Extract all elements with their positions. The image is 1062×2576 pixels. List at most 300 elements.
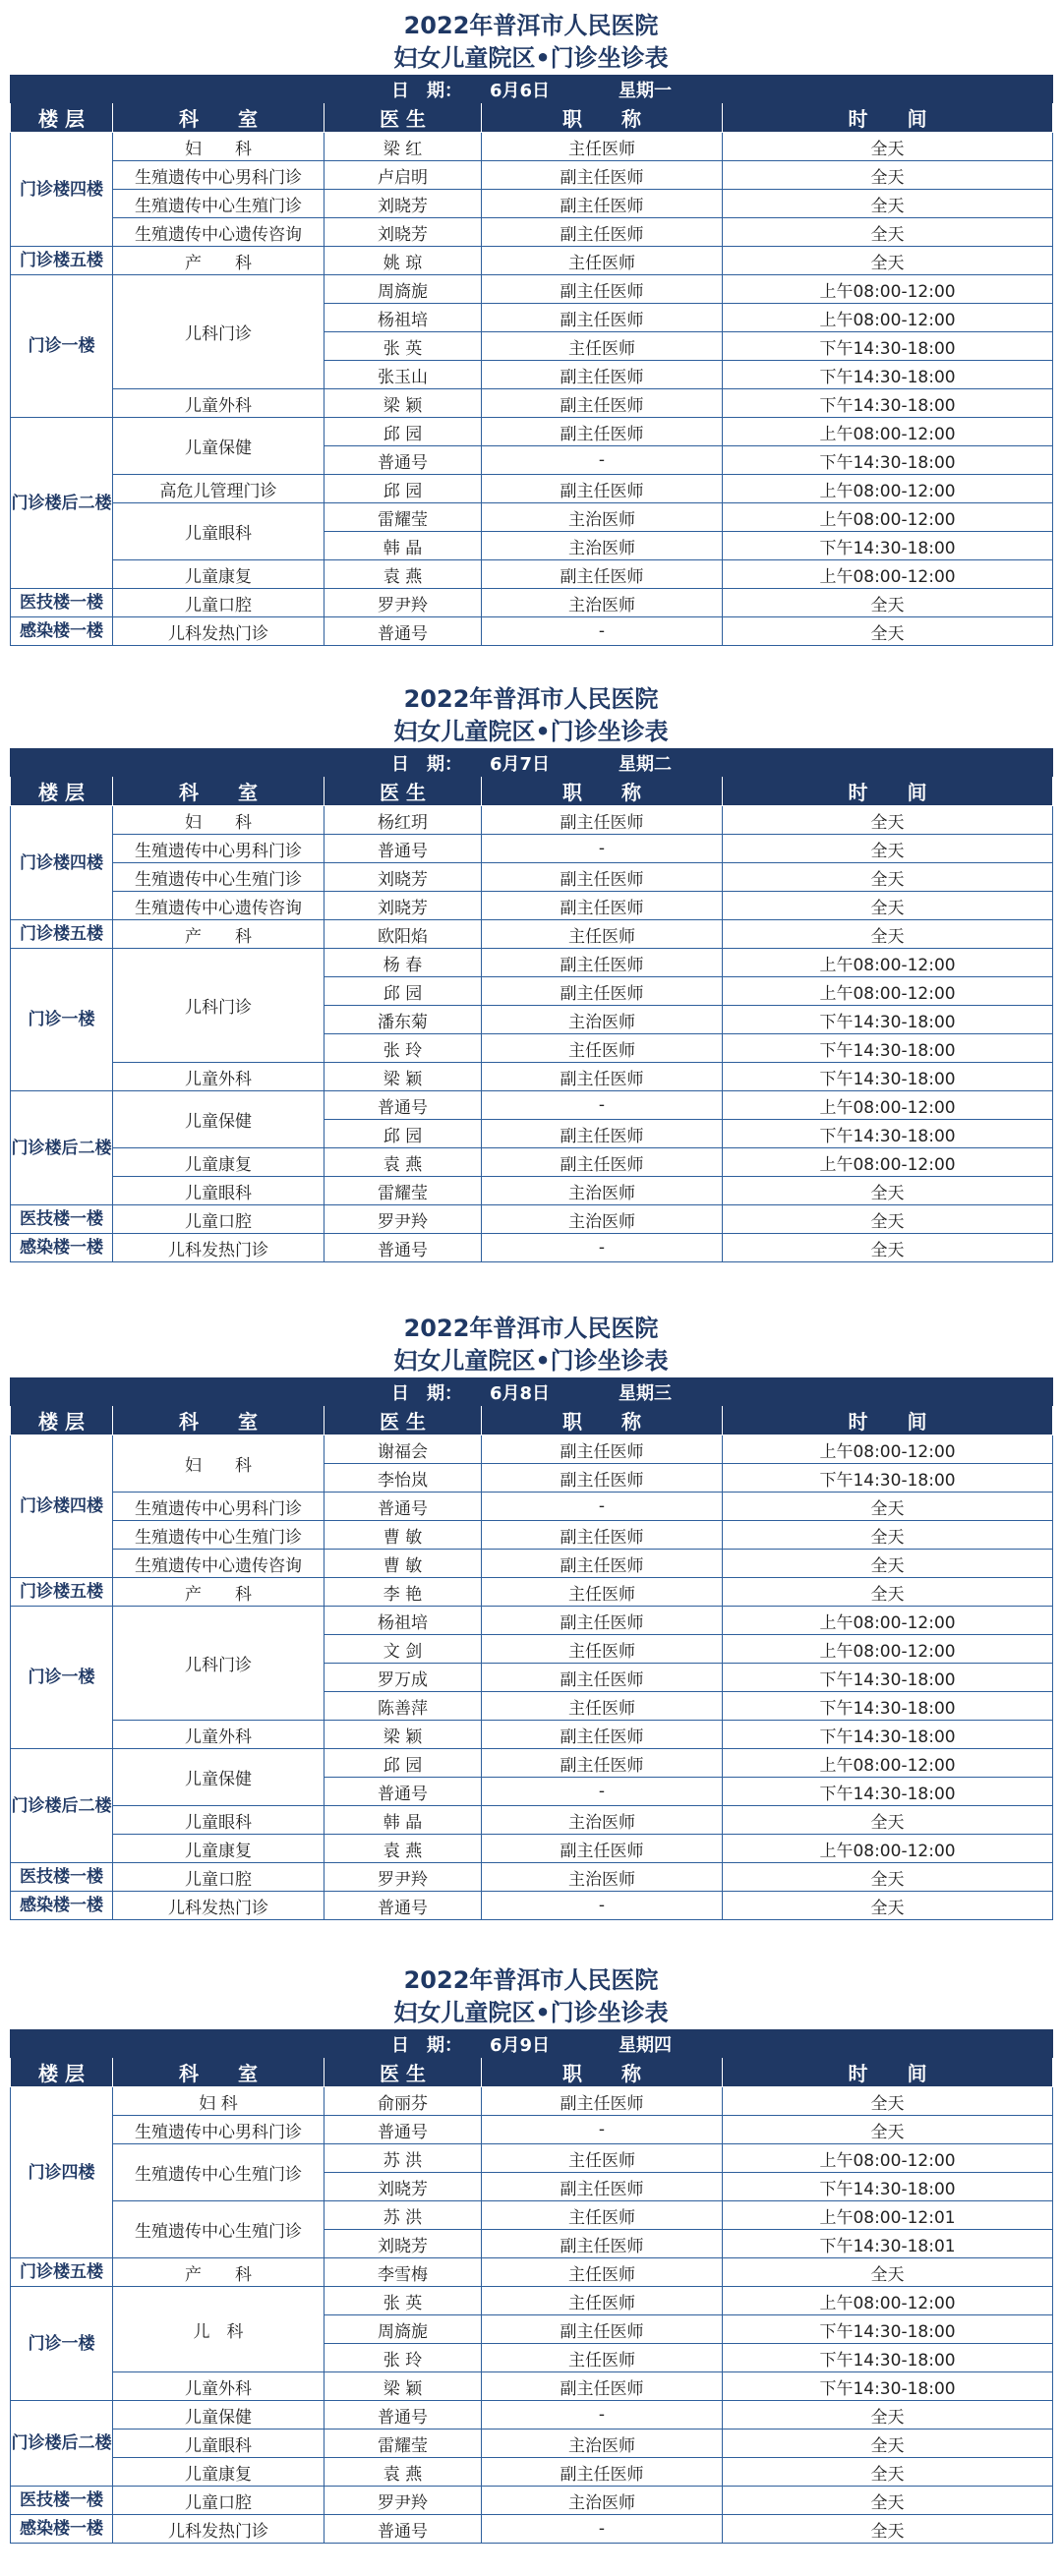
title-cell: 副主任医师: [482, 1120, 723, 1148]
dept-cell: 儿科发热门诊: [113, 1234, 324, 1262]
floor-cell: 门诊一楼: [11, 275, 113, 418]
title-cell: 主治医师: [482, 503, 723, 532]
doctor-cell: 杨祖培: [324, 1607, 482, 1635]
date-row: [11, 749, 1053, 777]
table-row: [11, 2144, 1053, 2173]
dept-cell: 儿科发热门诊: [113, 2515, 324, 2544]
title-cell: 副主任医师: [482, 1435, 723, 1464]
doctor-cell: 普通号: [324, 446, 482, 475]
header-doctor: 医 生: [324, 2058, 482, 2087]
dept-cell: 生殖遗传中心遗传咨询: [113, 218, 324, 247]
doctor-cell: 普通号: [324, 1091, 482, 1120]
time-cell: 全天: [723, 218, 1053, 247]
floor-cell: 门诊楼后二楼: [11, 1749, 113, 1863]
table-row: [11, 190, 1053, 218]
doctor-cell: 袁 燕: [324, 2458, 482, 2487]
title-cell: 主任医师: [482, 1635, 723, 1664]
time-cell: 全天: [723, 835, 1053, 863]
dept-cell: 儿童保健: [113, 1749, 324, 1806]
doctor-cell: 普通号: [324, 1234, 482, 1262]
floor-cell: 医技楼一楼: [11, 2487, 113, 2515]
table-row: [11, 1806, 1053, 1835]
table-row: [11, 161, 1053, 190]
dept-cell: 儿童康复: [113, 1835, 324, 1863]
table-row: [11, 863, 1053, 892]
date-row: [11, 2030, 1053, 2058]
title-cell: -: [482, 446, 723, 475]
table-row: [11, 1493, 1053, 1521]
table-row: [11, 2487, 1053, 2515]
time-cell: 全天: [723, 892, 1053, 920]
header-dept: 科 室: [113, 1406, 324, 1435]
dept-cell: 儿童保健: [113, 2401, 324, 2430]
time-cell: 下午14:30-18:00: [723, 2372, 1053, 2401]
doctor-cell: 李怡岚: [324, 1464, 482, 1493]
time-cell: 上午08:00-12:00: [723, 475, 1053, 503]
table-row: [11, 2372, 1053, 2401]
schedule-subtitle: 妇女儿童院区•门诊坐诊表: [393, 44, 669, 72]
doctor-cell: 梁 颖: [324, 389, 482, 418]
table-row: [11, 2287, 1053, 2315]
time-cell: 上午08:00-12:00: [723, 418, 1053, 446]
dept-cell: 生殖遗传中心生殖门诊: [113, 1521, 324, 1550]
floor-cell: 门诊楼五楼: [11, 920, 113, 949]
table-row: [11, 218, 1053, 247]
header-floor: 楼 层: [11, 2058, 113, 2087]
title-cell: 副主任医师: [482, 1063, 723, 1091]
doctor-cell: 袁 燕: [324, 1835, 482, 1863]
dept-cell: 生殖遗传中心生殖门诊: [113, 2144, 324, 2201]
time-cell: 上午08:00-12:00: [723, 1148, 1053, 1177]
dept-cell: 产 科: [113, 2258, 324, 2287]
table-row: [11, 835, 1053, 863]
title-cell: 主治医师: [482, 532, 723, 560]
header-time: 时 间: [723, 2058, 1053, 2087]
time-cell: 下午14:30-18:00: [723, 389, 1053, 418]
dept-cell: 儿童康复: [113, 1148, 324, 1177]
doctor-cell: 普通号: [324, 1892, 482, 1920]
weekday: 星期一: [619, 80, 673, 101]
table-row: [11, 1892, 1053, 1920]
dept-cell: 儿童保健: [113, 418, 324, 475]
title-cell: -: [482, 2116, 723, 2144]
table-row: [11, 2116, 1053, 2144]
floor-cell: 门诊四楼: [11, 2087, 113, 2258]
doctor-cell: 周旖旎: [324, 275, 482, 304]
header-row: [11, 1406, 1053, 1435]
time-cell: 全天: [723, 247, 1053, 275]
time-cell: 下午14:30-18:00: [723, 2344, 1053, 2372]
doctor-cell: 刘晓芳: [324, 2230, 482, 2258]
time-cell: 上午08:00-12:00: [723, 1635, 1053, 1664]
floor-cell: 感染楼一楼: [11, 1892, 113, 1920]
title-cell: -: [482, 1234, 723, 1262]
header-floor: 楼 层: [11, 1406, 113, 1435]
time-cell: 全天: [723, 2487, 1053, 2515]
title-cell: 副主任医师: [482, 2458, 723, 2487]
header-row: [11, 103, 1053, 133]
doctor-cell: 普通号: [324, 835, 482, 863]
title-cell: -: [482, 1493, 723, 1521]
header-row: [11, 2058, 1053, 2087]
time-cell: 全天: [723, 920, 1053, 949]
title-cell: 副主任医师: [482, 863, 723, 892]
doctor-cell: 袁 燕: [324, 560, 482, 589]
title-cell: 副主任医师: [482, 2173, 723, 2201]
title-cell: 副主任医师: [482, 361, 723, 389]
date-label: 日 期：: [390, 1382, 462, 1404]
time-cell: 上午08:00-12:00: [723, 1435, 1053, 1464]
title-cell: 副主任医师: [482, 560, 723, 589]
dept-cell: 儿童口腔: [113, 589, 324, 617]
title-cell: 副主任医师: [482, 418, 723, 446]
table-row: [11, 1550, 1053, 1578]
time-cell: 全天: [723, 2515, 1053, 2544]
table-row: [11, 1863, 1053, 1892]
header-title: 职 称: [482, 1406, 723, 1435]
title-cell: 副主任医师: [482, 475, 723, 503]
doctor-cell: 李 艳: [324, 1578, 482, 1607]
header-time: 时 间: [723, 103, 1053, 133]
floor-cell: 门诊楼五楼: [11, 247, 113, 275]
dept-cell: 生殖遗传中心生殖门诊: [113, 863, 324, 892]
table-row: [11, 1578, 1053, 1607]
date-label: 日 期：: [390, 2034, 462, 2056]
schedule-table: [10, 2029, 1053, 2544]
time-cell: 上午08:00-12:00: [723, 1749, 1053, 1778]
table-row: [11, 1063, 1053, 1091]
title-cell: 主治医师: [482, 1863, 723, 1892]
time-cell: 全天: [723, 2116, 1053, 2144]
schedule-title: 2022年普洱市人民医院: [403, 685, 659, 713]
table-row: [11, 617, 1053, 646]
date-value: 6月6日: [489, 80, 551, 101]
title-cell: 副主任医师: [482, 1464, 723, 1493]
doctor-cell: 曹 敏: [324, 1521, 482, 1550]
weekday: 星期四: [619, 2034, 673, 2056]
dept-cell: 生殖遗传中心遗传咨询: [113, 1550, 324, 1578]
schedule-subtitle: 妇女儿童院区•门诊坐诊表: [393, 1999, 669, 2026]
date-value: 6月8日: [489, 1382, 551, 1404]
dept-cell: 妇 科: [113, 133, 324, 161]
doctor-cell: 张 玲: [324, 2344, 482, 2372]
time-cell: 下午14:30-18:00: [723, 332, 1053, 361]
dept-cell: 儿 科: [113, 2287, 324, 2372]
floor-cell: 医技楼一楼: [11, 1863, 113, 1892]
dept-cell: 生殖遗传中心男科门诊: [113, 2116, 324, 2144]
time-cell: 全天: [723, 2458, 1053, 2487]
title-cell: 主治医师: [482, 2487, 723, 2515]
time-cell: 上午08:00-12:01: [723, 2201, 1053, 2230]
table-row: [11, 1721, 1053, 1749]
doctor-cell: 普通号: [324, 2515, 482, 2544]
dept-cell: 妇 科: [113, 2087, 324, 2116]
title-cell: 副主任医师: [482, 2372, 723, 2401]
title-cell: 副主任医师: [482, 1721, 723, 1749]
schedule-3: [10, 1313, 1052, 1920]
title-cell: 副主任医师: [482, 1607, 723, 1635]
doctor-cell: 潘东菊: [324, 1006, 482, 1034]
time-cell: 全天: [723, 589, 1053, 617]
doctor-cell: 欧阳焰: [324, 920, 482, 949]
weekday: 星期三: [619, 1382, 673, 1404]
table-row: [11, 806, 1053, 835]
time-cell: 上午08:00-12:00: [723, 977, 1053, 1006]
table-row: [11, 1521, 1053, 1550]
doctor-cell: 杨红玥: [324, 806, 482, 835]
table-row: [11, 949, 1053, 977]
title-cell: 主任医师: [482, 2258, 723, 2287]
dept-cell: 儿童保健: [113, 1091, 324, 1148]
time-cell: 下午14:30-18:00: [723, 532, 1053, 560]
doctor-cell: 韩 晶: [324, 532, 482, 560]
time-cell: 全天: [723, 863, 1053, 892]
schedule-table: [10, 1377, 1053, 1920]
dept-cell: 产 科: [113, 1578, 324, 1607]
doctor-cell: 卢启明: [324, 161, 482, 190]
dept-cell: 妇 科: [113, 806, 324, 835]
time-cell: 上午08:00-12:00: [723, 275, 1053, 304]
schedule-title: 2022年普洱市人民医院: [403, 12, 659, 39]
time-cell: 全天: [723, 2087, 1053, 2116]
time-cell: 全天: [723, 1806, 1053, 1835]
title-cell: 副主任医师: [482, 892, 723, 920]
table-row: [11, 389, 1053, 418]
dept-cell: 儿童康复: [113, 560, 324, 589]
dept-cell: 儿童口腔: [113, 1863, 324, 1892]
title-cell: 副主任医师: [482, 161, 723, 190]
doctor-cell: 李雪梅: [324, 2258, 482, 2287]
time-cell: 全天: [723, 1892, 1053, 1920]
dept-cell: 儿科发热门诊: [113, 1892, 324, 1920]
title-cell: 副主任医师: [482, 977, 723, 1006]
title-cell: 副主任医师: [482, 1550, 723, 1578]
floor-cell: 门诊楼四楼: [11, 133, 113, 247]
table-row: [11, 2458, 1053, 2487]
table-row: [11, 475, 1053, 503]
doctor-cell: 刘晓芳: [324, 190, 482, 218]
doctor-cell: 罗尹羚: [324, 1205, 482, 1234]
table-row: [11, 247, 1053, 275]
floor-cell: 门诊一楼: [11, 2287, 113, 2401]
table-row: [11, 2430, 1053, 2458]
dept-cell: 儿童口腔: [113, 1205, 324, 1234]
doctor-cell: 刘晓芳: [324, 863, 482, 892]
doctor-cell: 邱 园: [324, 418, 482, 446]
time-cell: 下午14:30-18:00: [723, 1778, 1053, 1806]
time-cell: 下午14:30-18:00: [723, 1034, 1053, 1063]
title-cell: 副主任医师: [482, 304, 723, 332]
doctor-cell: 雷耀莹: [324, 2430, 482, 2458]
schedule-2: [10, 683, 1052, 1262]
floor-cell: 医技楼一楼: [11, 589, 113, 617]
doctor-cell: 张 玲: [324, 1034, 482, 1063]
title-cell: 主任医师: [482, 1578, 723, 1607]
title-cell: 主任医师: [482, 2344, 723, 2372]
title-cell: 副主任医师: [482, 275, 723, 304]
title-cell: 副主任医师: [482, 218, 723, 247]
floor-cell: 感染楼一楼: [11, 617, 113, 646]
time-cell: 全天: [723, 806, 1053, 835]
header-time: 时 间: [723, 777, 1053, 806]
dept-cell: 儿童外科: [113, 2372, 324, 2401]
table-row: [11, 503, 1053, 532]
doctor-cell: 邱 园: [324, 1749, 482, 1778]
doctor-cell: 刘晓芳: [324, 2173, 482, 2201]
title-cell: 主任医师: [482, 1692, 723, 1721]
dept-cell: 高危儿管理门诊: [113, 475, 324, 503]
doctor-cell: 雷耀莹: [324, 503, 482, 532]
table-row: [11, 1435, 1053, 1464]
floor-cell: 门诊楼四楼: [11, 806, 113, 920]
dept-cell: 生殖遗传中心遗传咨询: [113, 892, 324, 920]
doctor-cell: 陈善萍: [324, 1692, 482, 1721]
date-value: 6月9日: [489, 2034, 551, 2056]
time-cell: 全天: [723, 617, 1053, 646]
table-row: [11, 1749, 1053, 1778]
header-title: 职 称: [482, 777, 723, 806]
time-cell: 全天: [723, 1521, 1053, 1550]
time-cell: 全天: [723, 1205, 1053, 1234]
title-cell: 主治医师: [482, 2430, 723, 2458]
header-dept: 科 室: [113, 777, 324, 806]
floor-cell: 门诊楼四楼: [11, 1435, 113, 1578]
title-cell: 主任医师: [482, 1034, 723, 1063]
time-cell: 下午14:30-18:00: [723, 1692, 1053, 1721]
header-floor: 楼 层: [11, 777, 113, 806]
title-cell: 主任医师: [482, 332, 723, 361]
doctor-cell: 袁 燕: [324, 1148, 482, 1177]
table-row: [11, 920, 1053, 949]
doctor-cell: 普通号: [324, 2401, 482, 2430]
floor-cell: 门诊楼后二楼: [11, 1091, 113, 1205]
weekday: 星期二: [619, 753, 673, 775]
header-dept: 科 室: [113, 103, 324, 133]
table-row: [11, 2087, 1053, 2116]
time-cell: 全天: [723, 161, 1053, 190]
schedule-4: [10, 1964, 1052, 2544]
doctor-cell: 杨祖培: [324, 304, 482, 332]
title-cell: 副主任医师: [482, 1521, 723, 1550]
floor-cell: 感染楼一楼: [11, 2515, 113, 2544]
doctor-cell: 雷耀莹: [324, 1177, 482, 1205]
table-row: [11, 2515, 1053, 2544]
time-cell: 全天: [723, 2401, 1053, 2430]
schedule-1: [10, 10, 1052, 646]
dept-cell: 生殖遗传中心男科门诊: [113, 161, 324, 190]
header-doctor: 医 生: [324, 777, 482, 806]
doctor-cell: 张玉山: [324, 361, 482, 389]
doctor-cell: 张 英: [324, 332, 482, 361]
table-row: [11, 1234, 1053, 1262]
title-cell: -: [482, 1778, 723, 1806]
table-row: [11, 2258, 1053, 2287]
title-cell: 副主任医师: [482, 1148, 723, 1177]
time-cell: 下午14:30-18:00: [723, 1721, 1053, 1749]
floor-cell: 感染楼一楼: [11, 1234, 113, 1262]
time-cell: 上午08:00-12:00: [723, 503, 1053, 532]
doctor-cell: 梁 颖: [324, 1063, 482, 1091]
dept-cell: 儿科发热门诊: [113, 617, 324, 646]
header-floor: 楼 层: [11, 103, 113, 133]
doctor-cell: 普通号: [324, 2116, 482, 2144]
header-row: [11, 777, 1053, 806]
doctor-cell: 罗尹羚: [324, 2487, 482, 2515]
title-cell: -: [482, 1892, 723, 1920]
doctor-cell: 周旖旎: [324, 2315, 482, 2344]
doctor-cell: 俞丽芬: [324, 2087, 482, 2116]
doctor-cell: 张 英: [324, 2287, 482, 2315]
schedule-title: 2022年普洱市人民医院: [403, 1966, 659, 1994]
time-cell: 上午08:00-12:00: [723, 560, 1053, 589]
schedule-table: [10, 75, 1053, 646]
time-cell: 上午08:00-12:00: [723, 2287, 1053, 2315]
time-cell: 下午14:30-18:01: [723, 2230, 1053, 2258]
header-doctor: 医 生: [324, 103, 482, 133]
title-cell: 副主任医师: [482, 1749, 723, 1778]
time-cell: 全天: [723, 190, 1053, 218]
doctor-cell: 普通号: [324, 617, 482, 646]
time-cell: 上午08:00-12:00: [723, 1607, 1053, 1635]
time-cell: 全天: [723, 1177, 1053, 1205]
doctor-cell: 曹 敏: [324, 1550, 482, 1578]
schedule-subtitle: 妇女儿童院区•门诊坐诊表: [393, 1347, 669, 1375]
dept-cell: 生殖遗传中心生殖门诊: [113, 2201, 324, 2258]
header-dept: 科 室: [113, 2058, 324, 2087]
date-label: 日 期：: [390, 753, 462, 775]
doctor-cell: 邱 园: [324, 475, 482, 503]
table-row: [11, 275, 1053, 304]
time-cell: 上午08:00-12:00: [723, 304, 1053, 332]
table-row: [11, 1148, 1053, 1177]
doctor-cell: 文 剑: [324, 1635, 482, 1664]
doctor-cell: 罗尹羚: [324, 1863, 482, 1892]
time-cell: 下午14:30-18:00: [723, 446, 1053, 475]
schedule-title: 2022年普洱市人民医院: [403, 1315, 659, 1342]
header-time: 时 间: [723, 1406, 1053, 1435]
title-cell: 副主任医师: [482, 2087, 723, 2116]
title-cell: 主任医师: [482, 133, 723, 161]
dept-cell: 儿童口腔: [113, 2487, 324, 2515]
title-cell: -: [482, 2515, 723, 2544]
title-cell: 主任医师: [482, 2144, 723, 2173]
dept-cell: 儿童眼科: [113, 1806, 324, 1835]
table-row: [11, 133, 1053, 161]
date-value: 6月7日: [489, 753, 551, 775]
time-cell: 上午08:00-12:00: [723, 1835, 1053, 1863]
table-row: [11, 2401, 1053, 2430]
dept-cell: 妇 科: [113, 1435, 324, 1493]
doctor-cell: 谢福会: [324, 1435, 482, 1464]
dept-cell: 儿童外科: [113, 1721, 324, 1749]
title-cell: 主任医师: [482, 2287, 723, 2315]
title-cell: 主治医师: [482, 1177, 723, 1205]
doctor-cell: 姚 琼: [324, 247, 482, 275]
dept-cell: 儿童外科: [113, 389, 324, 418]
time-cell: 下午14:30-18:00: [723, 1120, 1053, 1148]
title-cell: 副主任医师: [482, 806, 723, 835]
dept-cell: 儿童眼科: [113, 1177, 324, 1205]
table-row: [11, 1205, 1053, 1234]
time-cell: 全天: [723, 1863, 1053, 1892]
doctor-cell: 邱 园: [324, 1120, 482, 1148]
title-cell: -: [482, 835, 723, 863]
dept-cell: 产 科: [113, 247, 324, 275]
time-cell: 下午14:30-18:00: [723, 1063, 1053, 1091]
date-label: 日 期：: [390, 80, 462, 101]
time-cell: 全天: [723, 1550, 1053, 1578]
title-cell: -: [482, 2401, 723, 2430]
